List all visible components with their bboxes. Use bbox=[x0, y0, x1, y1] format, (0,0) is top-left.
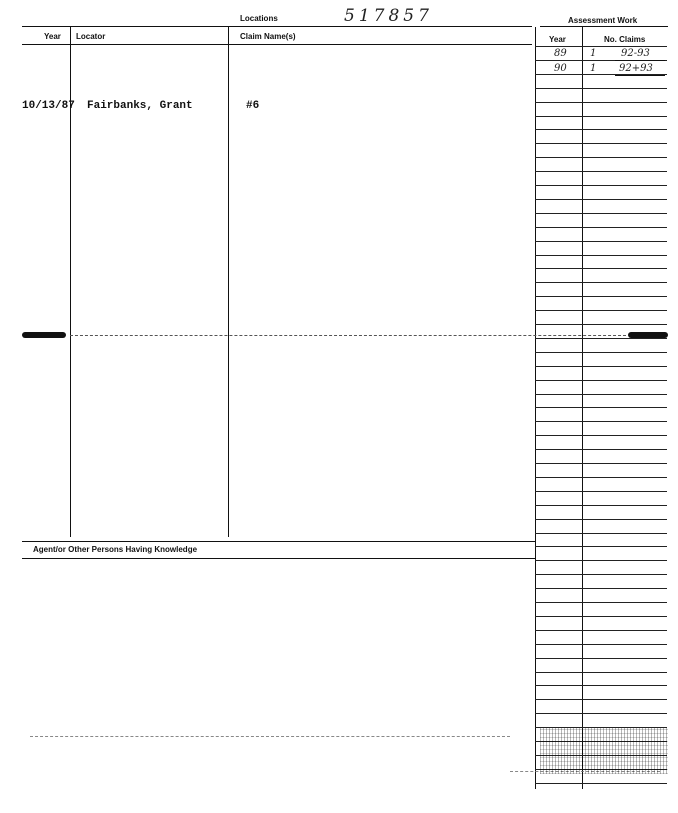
assessment-grid-line bbox=[535, 421, 667, 422]
assessment-grid-line bbox=[535, 699, 667, 700]
assessment-grid-line bbox=[535, 129, 667, 130]
lower-dashed-line bbox=[30, 736, 510, 737]
col-claim-names-header: Claim Name(s) bbox=[240, 32, 296, 41]
right-fold-tab bbox=[628, 332, 668, 338]
assessment-grid-line bbox=[535, 685, 667, 686]
assessment-grid-line bbox=[535, 519, 667, 520]
assessment-top-rule bbox=[540, 26, 668, 27]
assessment-grid-line bbox=[535, 713, 667, 714]
assessment-grid-line bbox=[535, 282, 667, 283]
assessment-row-2-underline bbox=[615, 75, 665, 76]
assessment-grid-line bbox=[535, 185, 667, 186]
assessment-grid-line bbox=[535, 394, 667, 395]
fold-dashed-line bbox=[70, 335, 626, 336]
assessment-grid-line bbox=[535, 324, 667, 325]
ink-smudge bbox=[540, 728, 668, 774]
locations-label: Locations bbox=[240, 14, 278, 23]
assessment-grid-line bbox=[535, 588, 667, 589]
assessment-grid-line bbox=[535, 658, 667, 659]
assessment-grid-line bbox=[535, 602, 667, 603]
col-no-claims-header: No. Claims bbox=[604, 35, 646, 44]
assessment-grid-line bbox=[535, 616, 667, 617]
assessment-row-2-year: 90 bbox=[554, 63, 567, 74]
assessment-grid-line bbox=[535, 463, 667, 464]
col-assessment-year-header: Year bbox=[549, 35, 566, 44]
assessment-grid-line bbox=[535, 46, 667, 47]
left-fold-tab bbox=[22, 332, 66, 338]
assessment-grid-line bbox=[535, 143, 667, 144]
assessment-grid-line bbox=[535, 268, 667, 269]
assessment-grid-line bbox=[535, 241, 667, 242]
assessment-grid-line bbox=[535, 310, 667, 311]
assessment-row-2-mark: 1 bbox=[590, 63, 597, 74]
assessment-grid-line bbox=[535, 574, 667, 575]
assessment-grid-line bbox=[535, 407, 667, 408]
assessment-grid-line bbox=[535, 338, 667, 339]
assessment-row-1-year: 89 bbox=[554, 48, 567, 59]
col-year-header: Year bbox=[44, 32, 61, 41]
assessment-grid-line bbox=[535, 116, 667, 117]
column-header-rule bbox=[22, 44, 532, 45]
entry-claim: #6 bbox=[246, 100, 260, 112]
assessment-grid-line bbox=[535, 533, 667, 534]
assessment-grid-line bbox=[535, 366, 667, 367]
entry-locator: Fairbanks, Grant bbox=[87, 100, 193, 112]
assessment-grid-line bbox=[535, 102, 667, 103]
assessment-grid-line bbox=[535, 352, 667, 353]
assessment-grid-line bbox=[535, 199, 667, 200]
agent-section-top-rule bbox=[22, 541, 536, 542]
assessment-grid-line bbox=[535, 255, 667, 256]
locator-column-divider bbox=[228, 27, 229, 537]
assessment-grid-line bbox=[535, 88, 667, 89]
assessment-grid-line bbox=[535, 783, 667, 784]
assessment-grid-line bbox=[535, 296, 667, 297]
assessment-grid-line bbox=[535, 630, 667, 631]
assessment-row-1-value: 92-93 bbox=[621, 48, 650, 59]
assessment-grid-line bbox=[535, 644, 667, 645]
header-top-rule bbox=[22, 26, 532, 27]
assessment-grid-line bbox=[535, 477, 667, 478]
assessment-grid bbox=[535, 46, 667, 788]
assessment-work-label: Assessment Work bbox=[568, 16, 638, 25]
assessment-row-1-underline bbox=[615, 60, 665, 61]
assessment-grid-line bbox=[535, 546, 667, 547]
agent-section-label: Agent/or Other Persons Having Knowledge bbox=[33, 545, 198, 554]
col-locator-header: Locator bbox=[76, 32, 106, 41]
assessment-grid-line bbox=[535, 213, 667, 214]
location-number: 517857 bbox=[344, 6, 433, 26]
assessment-grid-line bbox=[535, 380, 667, 381]
assessment-grid-line bbox=[535, 505, 667, 506]
assessment-grid-line bbox=[535, 672, 667, 673]
assessment-row-1-mark: 1 bbox=[590, 48, 597, 59]
assessment-grid-line bbox=[535, 227, 667, 228]
assessment-row-2-value: 92+93 bbox=[619, 63, 653, 74]
assessment-grid-line bbox=[535, 157, 667, 158]
assessment-grid-line bbox=[535, 449, 667, 450]
assessment-grid-line bbox=[535, 491, 667, 492]
assessment-grid-line bbox=[535, 560, 667, 561]
assessment-grid-line bbox=[535, 171, 667, 172]
entry-date: 10/13/87 bbox=[22, 100, 75, 112]
assessment-grid-line bbox=[535, 435, 667, 436]
agent-section-rule bbox=[22, 558, 536, 559]
